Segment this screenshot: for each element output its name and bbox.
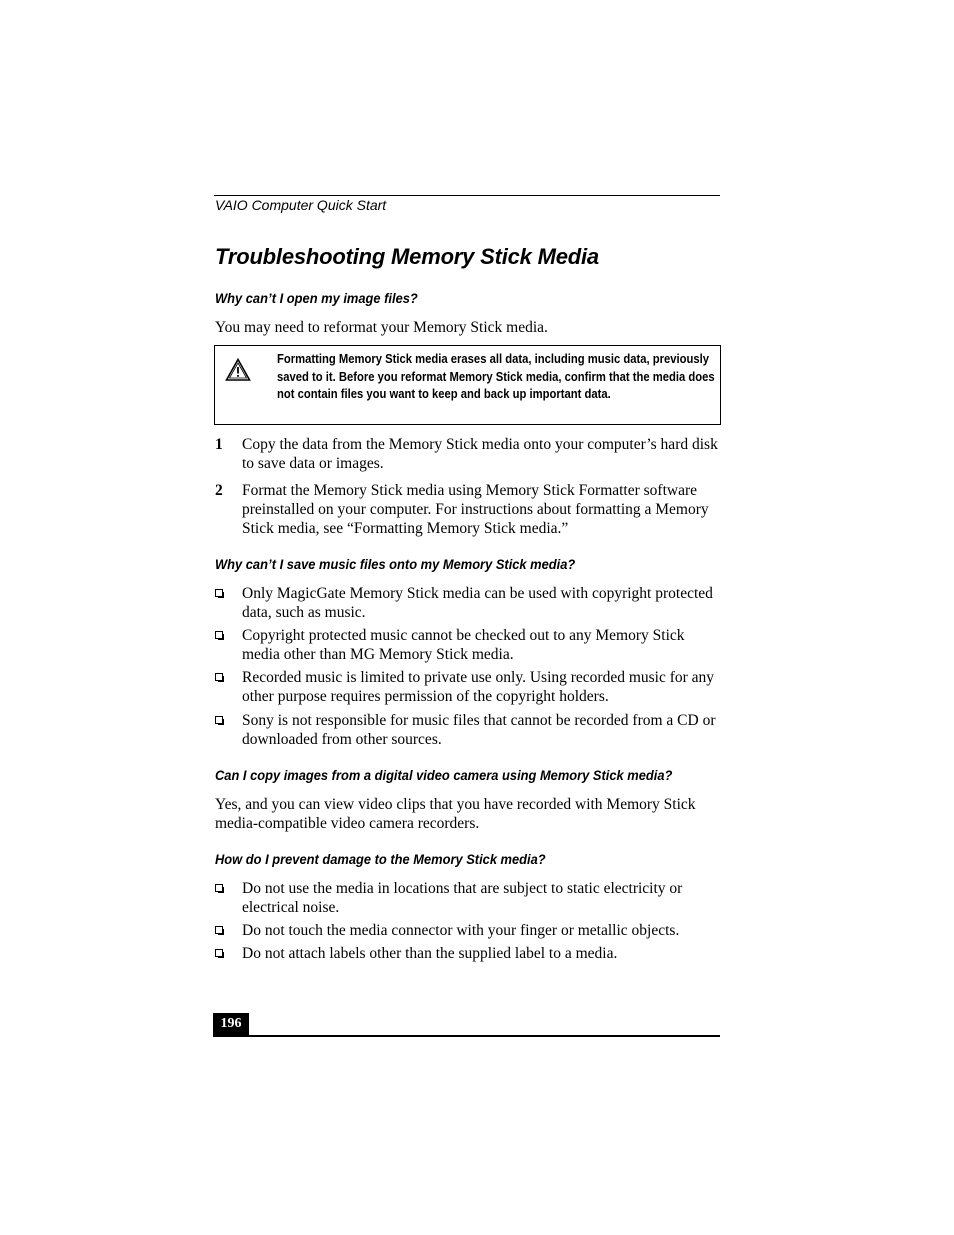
list-item: Do not attach labels other than the supplied label to a media. — [242, 945, 618, 962]
question-heading: Can I copy images from a digital video camera using Memory Stick media? — [215, 767, 673, 783]
answer-paragraph: Yes, and you can view video clips that you have recorded with Memory Stick media-compatible video camera recorders. — [215, 796, 696, 832]
checkbox-bullet-icon — [215, 926, 223, 934]
header-rule — [214, 195, 720, 196]
caution-text: Formatting Memory Stick media erases all data, including music data, previously saved to it. Before you reformat Memory Stick media, confirm that the media does not contain files you want to keep and back up important data. — [277, 352, 715, 401]
warning-triangle-icon — [225, 358, 251, 382]
step-text: Format the Memory Stick media using Memory Stick Formatter software preinstalled on your computer. For instructions about formatting a Memory Stick media, see “Formatting Memory Stick media.” — [242, 482, 709, 537]
list-item: Recorded music is limited to private use only. Using recorded music for any other purpose requires permission of the copyright holders. — [242, 669, 715, 705]
list-item: Copyright protected music cannot be checked out to any Memory Stick media other than MG Memory Stick media. — [242, 627, 685, 663]
page-title: Troubleshooting Memory Stick Media — [215, 244, 599, 269]
checkbox-bullet-icon — [215, 949, 223, 957]
step-number: 2 — [215, 482, 223, 499]
question-heading: How do I prevent damage to the Memory Stick media? — [215, 851, 546, 867]
question-heading: Why can’t I open my image files? — [215, 290, 418, 306]
page-number: 196 — [213, 1013, 249, 1037]
list-item: Do not use the media in locations that are subject to static electricity or electrical noise. — [242, 880, 683, 916]
checkbox-bullet-icon — [215, 589, 223, 597]
caution-box — [214, 345, 721, 425]
checkbox-bullet-icon — [215, 884, 223, 892]
checkbox-bullet-icon — [215, 716, 223, 724]
list-item: Do not touch the media connector with your finger or metallic objects. — [242, 922, 680, 939]
list-item: Sony is not responsible for music files that cannot be recorded from a CD or downloaded from other sources. — [242, 712, 716, 748]
checkbox-bullet-icon — [215, 673, 223, 681]
question-heading: Why can’t I save music files onto my Memory Stick media? — [215, 556, 576, 572]
footer-rule — [213, 1035, 720, 1037]
running-head: VAIO Computer Quick Start — [215, 197, 387, 213]
list-item: Only MagicGate Memory Stick media can be used with copyright protected data, such as music. — [242, 585, 713, 621]
checkbox-bullet-icon — [215, 631, 223, 639]
answer-paragraph: You may need to reformat your Memory Stick media. — [215, 319, 548, 336]
step-text: Copy the data from the Memory Stick media onto your computer’s hard disk to save data or images. — [242, 436, 718, 472]
step-number: 1 — [215, 436, 223, 453]
